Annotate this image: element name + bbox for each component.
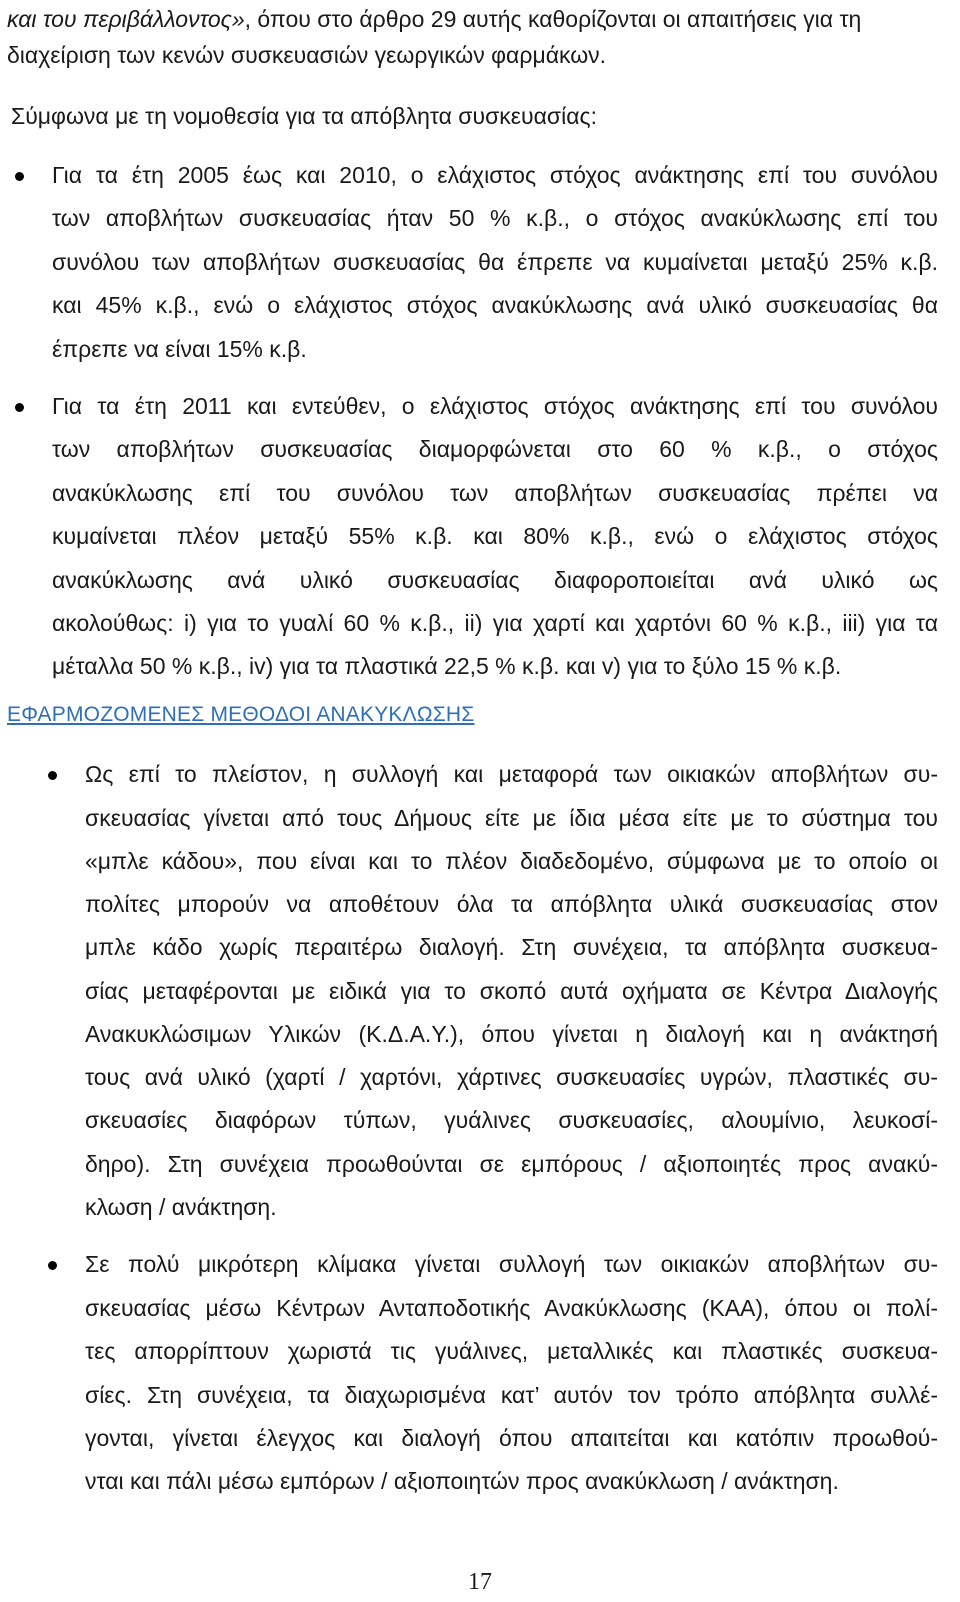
text-line: σίες. Στη συνέχεια, τα διαχωρισμένα κατ’ αυτόν τον τρόπο απόβλητα συλλέ- — [85, 1382, 938, 1408]
text-line: Ανακυκλώσιμων Υλικών (Κ.Δ.Α.Υ.), όπου γίνεται η διαλογή και η ανάκτησή — [85, 1021, 938, 1047]
page-number: 17 — [468, 1569, 492, 1595]
text-line: τες απορρίπτουν χωριστά τις γυάλινες, μεταλλικές και πλαστικές συσκευα- — [85, 1338, 938, 1364]
intro-line-2: διαχείριση των κενών συσκευασιών γεωργικών φαρμάκων. — [7, 42, 607, 68]
text-line: Για τα έτη 2011 και εντεύθεν, ο ελάχιστος στόχος ανάκτησης επί του συνόλου — [52, 393, 938, 419]
text-line: μπλε κάδο χωρίς περαιτέρω διαλογή. Στη συνέχεια, τα απόβλητα συσκευα- — [85, 934, 938, 960]
text-line: νται και πάλι μέσω εμπόρων / αξιοποιητών προς ανακύκλωση / ανάκτηση. — [85, 1468, 839, 1494]
bullet-dot — [15, 172, 24, 181]
text-line: δηρο). Στη συνέχεια προωθούνται σε εμπόρους / αξιοποιητές προς ανακύ- — [85, 1151, 938, 1177]
text-line: Για τα έτη 2005 έως και 2010, ο ελάχιστος στόχος ανάκτησης επί του συνόλου — [52, 162, 938, 188]
text-line: Ως επί το πλείστον, η συλλογή και μεταφορά των οικιακών αποβλήτων συ- — [85, 761, 938, 787]
bullet-dot — [15, 403, 24, 412]
text-line: συνόλου των αποβλήτων συσκευασίας θα έπρεπε να κυμαίνεται μεταξύ 25% κ.β. — [52, 249, 938, 275]
text-line: «μπλε κάδου», που είναι και το πλέον διαδεδομένο, σύμφωνα με το οποίο οι — [85, 848, 938, 874]
legislation-intro: Σύμφωνα με τη νομοθεσία για τα απόβλητα συσκευασίας: — [11, 103, 597, 129]
text-line: κλωση / ανάκτηση. — [85, 1194, 277, 1220]
text-line: ανακύκλωσης επί του συνόλου των αποβλήτων συσκευασίας πρέπει να — [52, 480, 938, 506]
intro-line-1-rest: , όπου στο άρθρο 29 αυτής καθορίζονται οι απαιτήσεις για τη — [244, 6, 862, 32]
text-line: γονται, γίνεται έλεγχος και διαλογή όπου απαιτείται και κατόπιν προωθού- — [85, 1425, 938, 1451]
text-line: σκευασίας γίνεται από τους Δήμους είτε με ίδια μέσα είτε με το σύστημα του — [85, 805, 938, 831]
text-line: τους ανά υλικό (χαρτί / χαρτόνι, χάρτινες συσκευασίες υγρών, πλαστικές συ- — [85, 1064, 938, 1090]
intro-line-1 — [7, 5, 861, 33]
text-line: πολίτες μπορούν να αποθέτουν όλα τα απόβλητα υλικά συσκευασίας στον — [85, 891, 938, 917]
bullet-dot — [48, 1261, 57, 1270]
text-line: και 45% κ.β., ενώ ο ελάχιστος στόχος ανακύκλωσης ανά υλικό συσκευασίας θα — [52, 292, 938, 318]
law-title-italic: και του περιβάλλοντος» — [7, 6, 245, 32]
text-line: ακολούθως: i) για το γυαλί 60 % κ.β., ii) για χαρτί και χαρτόνι 60 % κ.β., iii) για τα — [52, 610, 938, 636]
text-line: έπρεπε να είναι 15% κ.β. — [52, 336, 307, 362]
text-line: των αποβλήτων συσκευασίας διαμορφώνεται στο 60 % κ.β., ο στόχος — [52, 436, 938, 462]
text-line: ανακύκλωσης ανά υλικό συσκευασίας διαφοροποιείται ανά υλικό ως — [52, 567, 938, 593]
text-line: των αποβλήτων συσκευασίας ήταν 50 % κ.β., ο στόχος ανακύκλωσης επί του — [52, 205, 938, 231]
section-heading: ΕΦΑΡΜΟΖΟΜΕΝΕΣ ΜΕΘΟΔΟΙ ΑΝΑΚΥΚΛΩΣΗΣ — [7, 703, 475, 726]
text-line: μέταλλα 50 % κ.β., iv) για τα πλαστικά 22,5 % κ.β. και v) για το ξύλο 15 % κ.β. — [52, 653, 842, 679]
bullet-dot — [48, 771, 57, 780]
text-line: Σε πολύ μικρότερη κλίμακα γίνεται συλλογή των οικιακών αποβλήτων συ- — [85, 1251, 938, 1277]
text-line: σκευασίες διαφόρων τύπων, γυάλινες συσκευασίες, αλουμίνιο, λευκοσί- — [85, 1107, 938, 1133]
text-line: κυμαίνεται πλέον μεταξύ 55% κ.β. και 80% κ.β., ενώ ο ελάχιστος στόχος — [52, 523, 938, 549]
text-line: σκευασίας μέσω Κέντρων Ανταποδοτικής Ανακύκλωσης (ΚΑΑ), όπου οι πολί- — [85, 1295, 938, 1321]
text-line: σίας μεταφέρονται με ειδικά για το σκοπό αυτά οχήματα σε Κέντρα Διαλογής — [85, 978, 938, 1004]
